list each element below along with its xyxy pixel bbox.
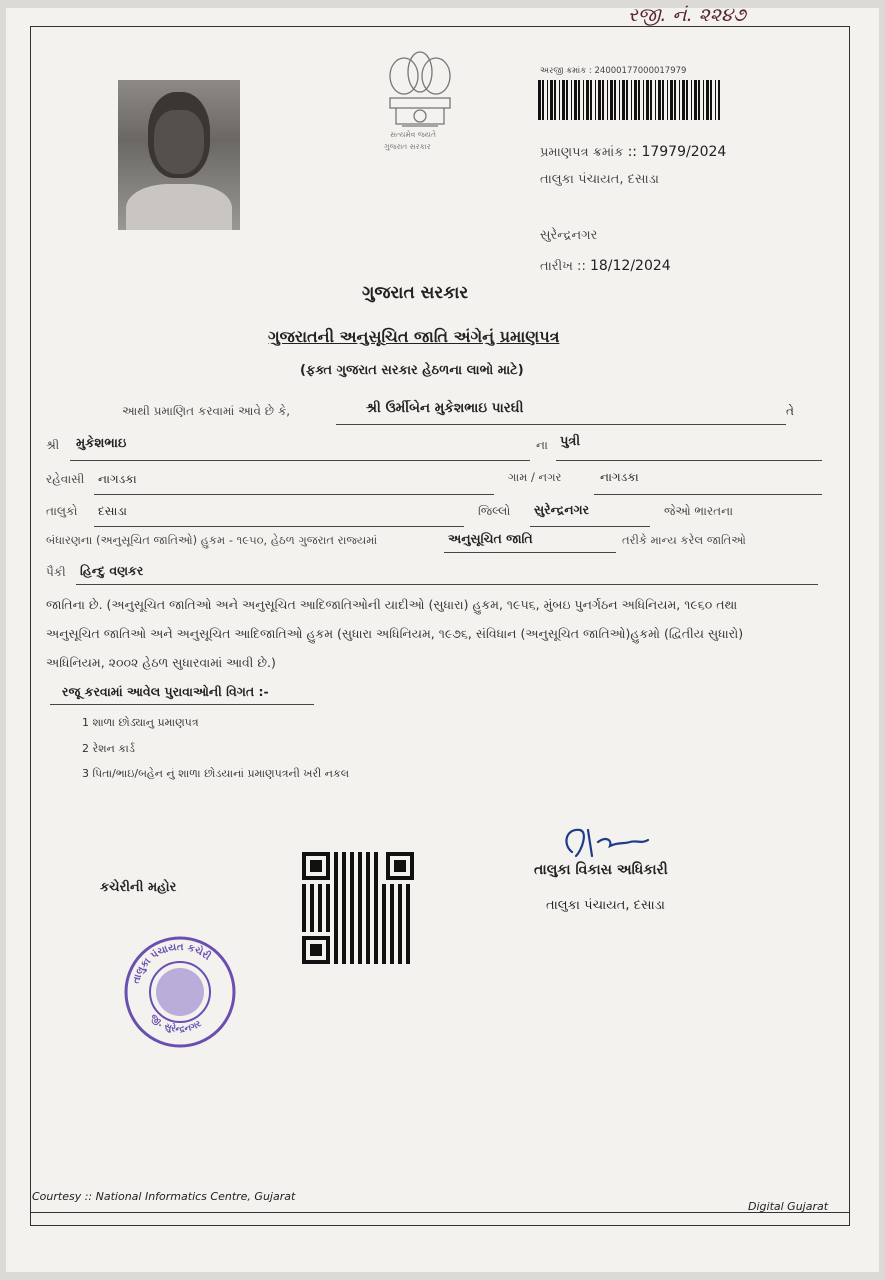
signature-icon (558, 822, 658, 866)
government-title: ગુજરાત સરકાર (362, 283, 469, 303)
district-label: જિલ્લો (478, 504, 511, 518)
village-label: ગામ / નગર (508, 470, 562, 484)
certificate-number-label: પ્રમાણપત્ર ક્રમાંક (540, 145, 624, 160)
certificate-number (540, 144, 726, 160)
legal-paragraph-line-2: અનુસૂચિત જાતિઓ અને અનુસૂચિત આદિજાતિઓ હુકમ (સુધારા અધિનિયમ, ૧૯૭૬, સંવિધાન (અનુસૂચિત જાતિઓ)હુકમો (દ્વિતીય સુધારો) (46, 626, 744, 641)
resident-underline (94, 494, 494, 495)
emblem-caption: ગુજરાત સરકાર (384, 142, 431, 151)
certificate-title: ગુજરાતની અનુસૂચિત જાતિ અંગેનું પ્રમાણપત્ર (268, 327, 560, 346)
among-label: પૈકી (46, 565, 66, 579)
district-value: સુરેન્દ્રનગર (534, 502, 590, 517)
certificate-subtitle: (ફક્ત ગુજરાત સરકાર હેઠળના લાભો માટે) (300, 363, 524, 378)
footer-divider (30, 1212, 850, 1213)
taluka-label: તાલુકો (46, 504, 78, 518)
signatory-title: તાલુકા વિકાસ અધિકારી (534, 862, 668, 878)
relation-underline (556, 460, 822, 461)
evidence-item: 1 શાળા છોડ્યાનુ પ્રમાણપત્ર (82, 716, 199, 729)
issuer-district: સુરેન્દ્રનગર (540, 228, 598, 243)
line5-end: જેઓ ભારતના (664, 504, 734, 518)
caste-value: હિન્દુ વણકર (80, 563, 144, 578)
category-value: અનુસૂચિત જાતિ (448, 531, 533, 546)
village-value: નાગડકા (600, 470, 639, 484)
constitution-prefix: બંધારણના (અનુસૂચિત જાતિઓ) હુકમ - ૧૯૫૦, હેઠળ ગુજરાત રાજ્યમાં (46, 533, 378, 547)
footer-brand: Digital Gujarat (748, 1200, 829, 1213)
resident-value: નાગડકા (98, 472, 137, 486)
evidence-item: 3 પિતા/ભાઇ/બહેન નું શાળા છોડયાનાં પ્રમાણપત્રની ખરી નકલ (82, 767, 350, 780)
application-number-label: અરજી ક્રમાંક : (540, 66, 592, 76)
handwritten-reference: રજી. નં. ૨૨૪૭ (628, 4, 746, 26)
certificate-number-value: :: 17979/2024 (627, 144, 727, 160)
evidence-heading: રજૂ કરવામાં આવેલ પુરાવાઓની વિગત :- (62, 684, 269, 699)
taluka-value: દસાડા (98, 504, 127, 518)
office-seal-label: કચેરીની મહોર (100, 880, 177, 895)
office-seal (122, 934, 238, 1050)
issuer-office: તાલુકા પંચાયત, દસાડા (540, 172, 659, 187)
constitution-suffix: તરીકે માન્ય કરેલ જાતિઓ (622, 533, 746, 547)
caste-underline (76, 584, 818, 585)
person-name: શ્રી ઉર્મીબેન મુકેશભાઇ પારઘી (366, 400, 524, 416)
taluka-underline (94, 526, 464, 527)
emblem-motto: સત્યમેવ જયતે (390, 130, 436, 139)
qr-code (302, 852, 414, 964)
legal-paragraph-line-1: જાતિના છે. (અનુસૂચિત જાતિઓ અને અનુસૂચિત આદિજાતિઓની યાદીઓ (સુધારા) હુકમ, ૧૯૫૬, મુંબઇ પુનર્ગઠન અધિનિયમ, ૧૯૬૦ તથા (46, 597, 738, 612)
district-underline (530, 526, 650, 527)
person-name-underline (336, 424, 786, 425)
evidence-item: 2 રેશન કાર્ડ (82, 742, 135, 755)
shri-label: શ્રી (46, 438, 60, 452)
issue-date-value: 18/12/2024 (589, 258, 671, 274)
village-underline (594, 494, 822, 495)
seal-bottom-text: જી. સુરેન્દ્રનગર (147, 1012, 204, 1035)
category-underline (444, 552, 616, 553)
intro-text: આથી પ્રમાણિત કરવામાં આવે છે કે, (122, 404, 291, 418)
barcode (538, 80, 720, 120)
father-name-underline (70, 460, 530, 461)
na-label: ના (536, 438, 548, 452)
signatory-office: તાલુકા પંચાયત, દસાડા (546, 898, 665, 913)
footer-courtesy: Courtesy :: National Informatics Centre, Gujarat (32, 1190, 296, 1203)
svg-text:જી. સુરેન્દ્રનગર (148, 1013, 204, 1035)
relation-value: પુત્રી (560, 434, 581, 449)
application-number-value: 24000177000017979 (594, 66, 687, 76)
evidence-heading-underline (50, 704, 314, 705)
resident-label: રહેવાસી (46, 472, 85, 486)
legal-paragraph-line-3: અધિનિયમ, ૨૦૦૨ હેઠળ સુધારવામાં આવી છે.) (46, 655, 276, 670)
issue-date-label: તારીખ :: (540, 259, 586, 274)
applicant-photo (118, 80, 240, 230)
issue-date (540, 258, 671, 274)
te-text: તે (786, 404, 794, 418)
father-name: મુકેશભાઇ (76, 436, 127, 451)
seal-top-text: તાલુકા પંચાયત કચેરી (130, 941, 213, 985)
application-number (540, 66, 686, 76)
